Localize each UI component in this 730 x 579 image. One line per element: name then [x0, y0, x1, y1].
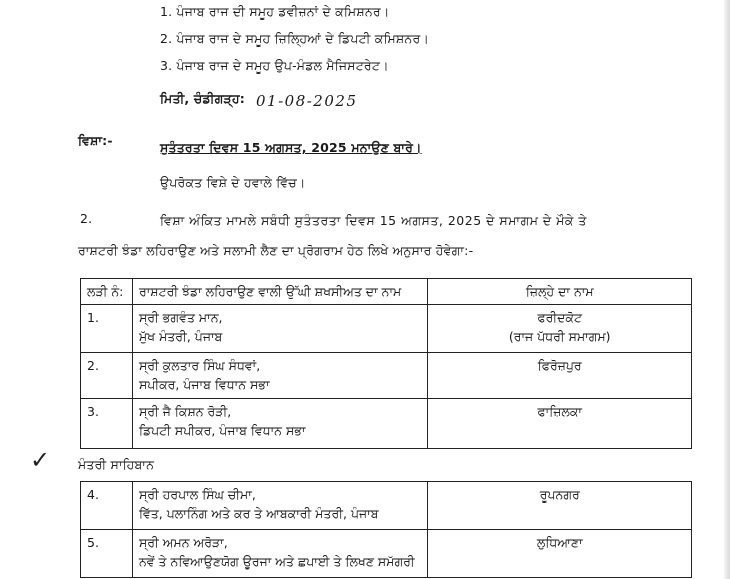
reference-line: ਉਪਰੋਕਤ ਵਿਸ਼ੇ ਦੇ ਹਵਾਲੇ ਵਿੱਚ।: [160, 175, 306, 190]
scan-edge-shadow: [724, 0, 730, 579]
handwritten-tick-mark: ✓: [30, 446, 51, 474]
flag-hoisting-table: [80, 278, 692, 449]
paragraph-number: 2.: [80, 211, 93, 226]
date-value-handwritten: 01-08-2025: [256, 92, 358, 110]
dignitary-designation: ਮੁੱਖ ਮੰਤਰੀ, ਪੰਜਾਬ: [138, 329, 223, 344]
district-name: ਫਰੀਦਕੋਟ: [537, 310, 582, 325]
row-serial: 1.: [81, 305, 133, 353]
dignitary-designation: ਨਵੇਂ ਤੇ ਨਵਿਆਉਣਯੋਗ ਊਰਜਾ ਅਤੇ ਛਪਾਈ ਤੇ ਲਿਖਣ ਸਮੱਗਰੀ: [138, 554, 415, 569]
table-row: [81, 482, 692, 530]
header-serial: ਲੜੀ ਨੰ:: [81, 279, 133, 305]
dignitary-name: ਸ੍ਰੀ ਜੈ ਕਿਸ਼ਨ ਰੋੜੀ,: [138, 404, 232, 419]
table-row: [81, 399, 692, 449]
row-serial: 5.: [81, 530, 133, 578]
date-label: ਮਿਤੀ, ਚੰਡੀਗੜ੍ਹ:: [160, 91, 245, 106]
row-dignitary: [132, 482, 428, 530]
dignitary-designation: ਸਪੀਕਰ, ਪੰਜਾਬ ਵਿਧਾਨ ਸਭਾ: [138, 377, 270, 392]
row-district: [428, 530, 692, 578]
district-name: ਫਾਜ਼ਿਲਕਾ: [537, 404, 582, 419]
row-district: [428, 399, 692, 449]
row-district: [428, 353, 692, 399]
paragraph-line-1: ਵਿਸ਼ਾ ਅੰਕਿਤ ਮਾਮਲੇ ਸਬੰਧੀ ਸੁਤੰਤਰਤਾ ਦਿਵਸ 15 ਅਗਸਤ, 2025 ਦੇ ਸਮਾਗਮ ਦੇ ਮੌਕੇ ਤੇ: [160, 213, 587, 228]
table-row: [81, 353, 692, 399]
dignitary-designation: ਡਿਪਟੀ ਸਪੀਕਰ, ਪੰਜਾਬ ਵਿਧਾਨ ਸਭਾ: [138, 423, 306, 438]
header-district: ਜ਼ਿਲ੍ਹੇ ਦਾ ਨਾਮ: [428, 279, 692, 305]
row-dignitary: [132, 305, 427, 353]
row-serial: 4.: [81, 482, 133, 530]
row-dignitary: [132, 353, 427, 399]
header-dignitary: ਰਾਸ਼ਟਰੀ ਝੰਡਾ ਲਹਿਰਾਉਣ ਵਾਲੀ ਉੱਘੀ ਸ਼ਖਸੀਅਤ ਦਾ ਨਾਮ: [132, 279, 427, 305]
district-name: ਰੂਪਨਗਰ: [539, 487, 580, 502]
table-row: [81, 305, 692, 353]
row-dignitary: [132, 530, 428, 578]
addressee-3: 3. ਪੰਜਾਬ ਰਾਜ ਦੇ ਸਮੂਹ ਉਪ-ਮੰਡਲ ਮੈਜਿਸਟਰੇਟ।: [160, 58, 389, 73]
district-name: ਲੁਧਿਆਣਾ: [536, 535, 583, 550]
dignitary-name: ਸ੍ਰੀ ਹਰਪਾਲ ਸਿੰਘ ਚੀਮਾ,: [138, 487, 256, 502]
row-district: [428, 305, 692, 353]
table-header-row: [81, 279, 692, 305]
district-name: ਫਿਰੋਜ਼ਪੁਰ: [537, 358, 582, 373]
ministers-table: [80, 481, 692, 578]
addressee-2: 2. ਪੰਜਾਬ ਰਾਜ ਦੇ ਸਮੂਹ ਜ਼ਿਲ੍ਹਿਆਂ ਦੇ ਡਿਪਟੀ ਕਮਿਸ਼ਨਰ।: [160, 31, 430, 46]
paragraph-line-2: ਰਾਸ਼ਟਰੀ ਝੰਡਾ ਲਹਿਰਾਉਣ ਅਤੇ ਸਲਾਮੀ ਲੈਣ ਦਾ ਪ੍ਰੋਗਰਾਮ ਹੇਠ ਲਿਖੇ ਅਨੁਸਾਰ ਹੋਵੇਗਾ:-: [78, 243, 474, 258]
row-district: [428, 482, 692, 530]
subject-text: ਸੁਤੰਤਰਤਾ ਦਿਵਸ 15 ਅਗਸਤ, 2025 ਮਨਾਉਣ ਬਾਰੇ।: [160, 140, 422, 155]
subject-label: ਵਿਸ਼ਾ:-: [78, 133, 113, 148]
row-serial: 2.: [81, 353, 133, 399]
row-dignitary: [132, 399, 427, 449]
table-row: [81, 530, 692, 578]
dignitary-name: ਸ੍ਰੀ ਕੁਲਤਾਰ ਸਿੰਘ ਸੰਧਵਾਂ,: [138, 358, 261, 373]
district-note: (ਰਾਜ ਪੱਧਰੀ ਸਮਾਗਮ): [508, 329, 611, 344]
row-serial: 3.: [81, 399, 133, 449]
section-label-ministers: ਮੰਤਰੀ ਸਾਹਿਬਾਨ: [78, 457, 155, 472]
dignitary-designation: ਵਿੱਤ, ਪਲਾਨਿੰਗ ਅਤੇ ਕਰ ਤੇ ਆਬਕਾਰੀ ਮੰਤਰੀ, ਪੰਜਾਬ: [138, 506, 379, 521]
addressee-1: 1. ਪੰਜਾਬ ਰਾਜ ਦੀ ਸਮੂਹ ਡਵੀਜ਼ਨਾਂ ਦੇ ਕਮਿਸ਼ਨਰ।: [160, 4, 390, 19]
dignitary-name: ਸ੍ਰੀ ਭਗਵੰਤ ਮਾਨ,: [138, 310, 223, 325]
dignitary-name: ਸ੍ਰੀ ਅਮਨ ਅਰੋੜਾ,: [138, 535, 228, 550]
